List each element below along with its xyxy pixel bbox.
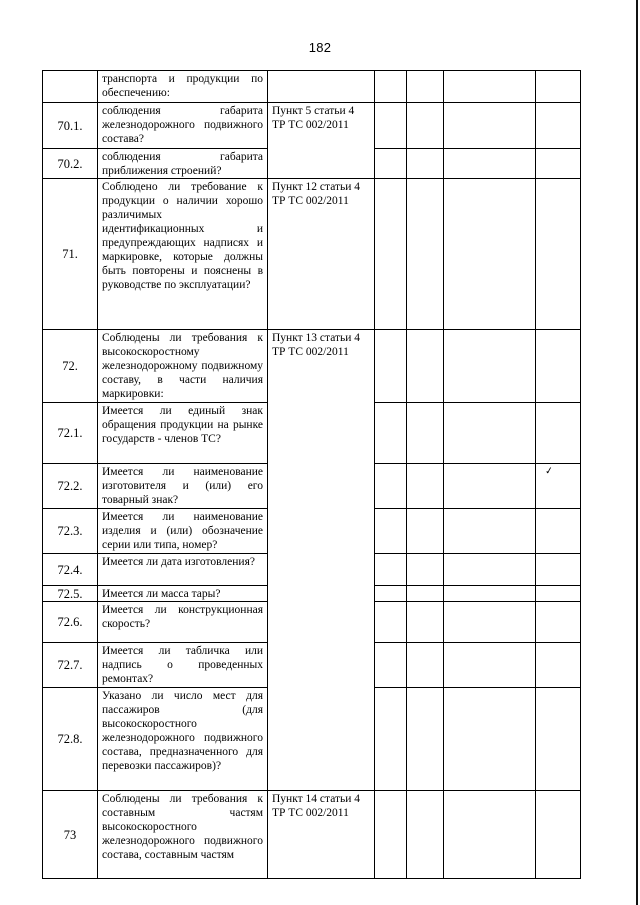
table-row: [43, 71, 581, 103]
notes-cell: [536, 71, 581, 103]
notes-cell: [536, 643, 581, 688]
answer-cell-no: [407, 602, 444, 643]
answer-cell-na: [444, 602, 536, 643]
answer-cell-yes: [375, 602, 407, 643]
answer-cell-na: [444, 464, 536, 509]
question-text: Имеется ли наименование изделия и (или) обозначение серии или типа, номер?: [98, 509, 268, 554]
row-number: 70.2.: [43, 149, 98, 179]
answer-cell-no: [407, 464, 444, 509]
table-row: [43, 330, 581, 403]
answer-cell-na: [444, 71, 536, 103]
table-row: [43, 791, 581, 879]
answer-cell-yes: [375, 71, 407, 103]
answer-cell-no: [407, 330, 444, 403]
answer-cell-no: [407, 791, 444, 879]
question-text: транспорта и продукции по обеспечению:: [98, 71, 268, 103]
notes-cell: [536, 179, 581, 330]
answer-cell-no: [407, 71, 444, 103]
notes-cell: [536, 330, 581, 403]
answer-cell-no: [407, 688, 444, 791]
answer-cell-na: [444, 791, 536, 879]
answer-cell-yes: [375, 403, 407, 464]
answer-cell-no: [407, 554, 444, 586]
answer-cell-yes: [375, 643, 407, 688]
answer-cell-na: [444, 330, 536, 403]
answer-cell-na: [444, 554, 536, 586]
answer-cell-na: [444, 149, 536, 179]
answer-cell-yes: [375, 103, 407, 149]
regulation-reference: Пункт 14 статьи 4 ТР ТС 002/2011: [268, 791, 375, 879]
row-number: 72.1.: [43, 403, 98, 464]
row-number: 72.8.: [43, 688, 98, 791]
row-number: 72.2.: [43, 464, 98, 509]
answer-cell-no: [407, 586, 444, 602]
row-number: [43, 71, 98, 103]
question-text: Указано ли число мест для пассажиров (для высокоскоростного железнодорожного подвижного состава, предназначенного для перевозки пассажиров)?: [98, 688, 268, 791]
answer-cell-yes: [375, 688, 407, 791]
question-text: Соблюдены ли требования к высокоскоростному железнодорожному подвижному составу, в части наличия маркировки:: [98, 330, 268, 403]
answer-cell-na: [444, 688, 536, 791]
notes-cell: [536, 791, 581, 879]
question-text: Соблюдены ли требования к составным частям высокоскоростного железнодорожного подвижного состава, составным частям: [98, 791, 268, 879]
answer-cell-na: [444, 586, 536, 602]
question-text: Имеется ли дата изготовления?: [98, 554, 268, 586]
question-text: Соблюдено ли требование к продукции о наличии хорошо различимых идентификационных и предупреждающих надписях и маркировке, которые должны быть повторены и пояснены в руководстве по эксплуатации?: [98, 179, 268, 330]
notes-cell: [536, 509, 581, 554]
row-number: 71.: [43, 179, 98, 330]
answer-cell-na: [444, 103, 536, 149]
answer-cell-no: [407, 403, 444, 464]
notes-cell: [536, 149, 581, 179]
notes-cell: [536, 103, 581, 149]
row-number: 72.: [43, 330, 98, 403]
answer-cell-yes: [375, 149, 407, 179]
regulation-reference: [268, 71, 375, 103]
notes-cell: [536, 554, 581, 586]
table-row: [43, 179, 581, 330]
question-text: Имеется ли единый знак обращения продукции на рынке государств - членов ТС?: [98, 403, 268, 464]
answer-cell-na: [444, 403, 536, 464]
answer-cell-na: [444, 643, 536, 688]
row-number: 72.5.: [43, 586, 98, 602]
question-text: Имеется ли конструкционная скорость?: [98, 602, 268, 643]
answer-cell-yes: [375, 791, 407, 879]
answer-cell-na: [444, 509, 536, 554]
notes-cell: [536, 602, 581, 643]
question-text: Имеется ли наименование изготовителя и (или) его товарный знак?: [98, 464, 268, 509]
page-number: 182: [308, 40, 332, 55]
answer-cell-yes: [375, 586, 407, 602]
row-number: 70.1.: [43, 103, 98, 149]
notes-cell: [536, 403, 581, 464]
handwritten-check-mark: ✓: [544, 465, 555, 478]
answer-cell-no: [407, 643, 444, 688]
answer-cell-no: [407, 509, 444, 554]
notes-cell: [536, 586, 581, 602]
question-text: Имеется ли масса тары?: [98, 586, 268, 602]
table-row: [43, 103, 581, 149]
answer-cell-yes: [375, 330, 407, 403]
row-number: 72.7.: [43, 643, 98, 688]
notes-cell: [536, 464, 581, 509]
answer-cell-na: [444, 179, 536, 330]
page-edge-line: [636, 0, 638, 905]
notes-cell: [536, 688, 581, 791]
question-text: соблюдения габарита приближения строений?: [98, 149, 268, 179]
answer-cell-yes: [375, 554, 407, 586]
answer-cell-no: [407, 179, 444, 330]
regulation-reference: Пункт 5 статьи 4 ТР ТС 002/2011: [268, 103, 375, 179]
answer-cell-no: [407, 149, 444, 179]
answer-cell-yes: [375, 179, 407, 330]
requirements-table: [42, 70, 581, 879]
row-number: 73: [43, 791, 98, 879]
regulation-reference: Пункт 12 статьи 4 ТР ТС 002/2011: [268, 179, 375, 330]
answer-cell-no: [407, 103, 444, 149]
answer-cell-yes: [375, 509, 407, 554]
answer-cell-yes: [375, 464, 407, 509]
question-text: Имеется ли табличка или надпись о проведенных ремонтах?: [98, 643, 268, 688]
row-number: 72.6.: [43, 602, 98, 643]
row-number: 72.4.: [43, 554, 98, 586]
question-text: соблюдения габарита железнодорожного подвижного состава?: [98, 103, 268, 149]
regulation-reference: Пункт 13 статьи 4 ТР ТС 002/2011: [268, 330, 375, 791]
row-number: 72.3.: [43, 509, 98, 554]
